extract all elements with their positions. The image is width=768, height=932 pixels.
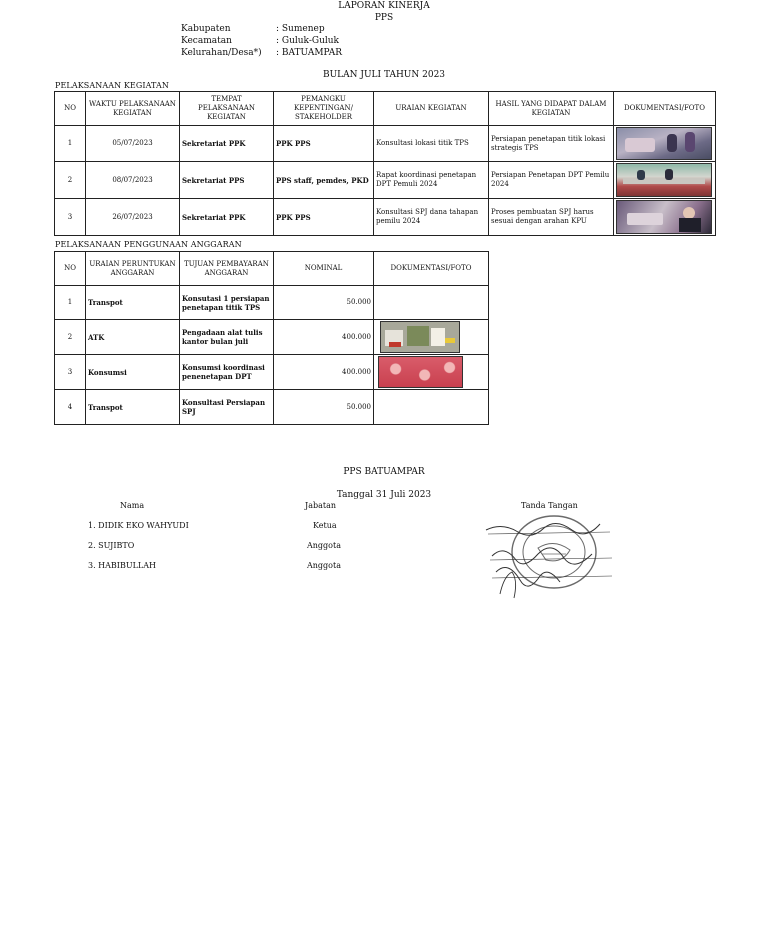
cell-hasil: Persiapan penetapan titik lokasi strategis TPS [489, 126, 614, 162]
table-row [55, 286, 489, 320]
section-title-kegiatan: PELAKSANAAN KEGIATAN [55, 81, 170, 90]
cell-waktu: 26/07/2023 [86, 199, 180, 236]
member-name: 3. HABIBULLAH [88, 561, 156, 570]
info-value-kecamatan: : Guluk-Guluk [276, 36, 340, 46]
col-jabatan: Jabatan [305, 501, 337, 510]
table-row [55, 390, 489, 425]
report-subtitle: PPS [374, 13, 394, 23]
cell-photo [374, 355, 489, 390]
report-title: LAPORAN KINERJA [338, 1, 430, 11]
cell-uraian: Konsumsi [86, 355, 180, 390]
photo-meeting-3 [616, 200, 712, 234]
signature-table [0, 500, 768, 580]
anggaran-table [54, 251, 489, 425]
cell-uraian: Rapat koordinasi penetapan DPT Pemuli 2024 [374, 162, 489, 199]
photo-atk [380, 321, 460, 353]
table-row [55, 355, 489, 390]
cell-nominal: 400.000 [274, 355, 374, 390]
col-uraian: URAIAN PERUNTUKAN ANGGARAN [86, 252, 180, 286]
cell-photo [374, 286, 489, 320]
region-info [181, 24, 441, 64]
cell-photo [614, 162, 716, 199]
cell-no: 2 [55, 162, 86, 199]
cell-nominal: 50.000 [274, 390, 374, 425]
cell-photo [614, 199, 716, 236]
col-tempat: TEMPAT PELAKSANAAN KEGIATAN [180, 92, 274, 126]
cell-tujuan: Pengadaan alat tulis kantor bulan juli [180, 320, 274, 355]
cell-tujuan: Konsultasi Persiapan SPJ [180, 390, 274, 425]
cell-uraian: Konsultasi SPJ dana tahapan pemilu 2024 [374, 199, 489, 236]
cell-photo [374, 320, 489, 355]
cell-hasil: Proses pembuatan SPJ harus sesuai dengan arahan KPU [489, 199, 614, 236]
col-stakeholder: PEMANGKU KEPENTINGAN/ STAKEHOLDER [274, 92, 374, 126]
info-label-kelurahan: Kelurahan/Desa*) [181, 48, 262, 58]
cell-uraian: Transpot [86, 286, 180, 320]
cell-no: 2 [55, 320, 86, 355]
cell-uraian: ATK [86, 320, 180, 355]
cell-hasil: Persiapan Penetapan DPT Pemilu 2024 [489, 162, 614, 199]
table-row [55, 162, 716, 199]
cell-tempat: Sekretariat PPS [180, 162, 274, 199]
cell-tempat: Sekretariat PPK [180, 199, 274, 236]
cell-uraian: Konsultasi lokasi titik TPS [374, 126, 489, 162]
cell-no: 1 [55, 286, 86, 320]
signature-org: PPS BATUAMPAR [343, 467, 425, 477]
member-role: Anggota [307, 541, 341, 550]
kegiatan-table [54, 91, 716, 236]
cell-waktu: 05/07/2023 [86, 126, 180, 162]
anggaran-header-row [55, 252, 489, 286]
col-uraian: URAIAN KEGIATAN [374, 92, 489, 126]
col-ttd: Tanda Tangan [521, 501, 578, 510]
info-value-kabupaten: : Sumenep [276, 24, 325, 34]
cell-no: 4 [55, 390, 86, 425]
info-value-kelurahan: : BATUAMPAR [276, 48, 343, 58]
section-title-anggaran: PELAKSANAAN PENGGUNAAN ANGGARAN [55, 240, 242, 249]
col-no: NO [55, 252, 86, 286]
cell-nominal: 400.000 [274, 320, 374, 355]
table-row [55, 126, 716, 162]
photo-meeting-1 [616, 127, 712, 160]
report-period: BULAN JULI TAHUN 2023 [322, 70, 446, 80]
info-label-kabupaten: Kabupaten [181, 24, 231, 34]
kegiatan-header-row [55, 92, 716, 126]
photo-konsumsi [378, 356, 463, 388]
col-nama: Nama [120, 501, 145, 510]
member-name: 1. DIDIK EKO WAHYUDI [88, 521, 189, 530]
table-row [55, 320, 489, 355]
col-no: NO [55, 92, 86, 126]
cell-tujuan: Konsumsi koordinasi penenetapan DPT [180, 355, 274, 390]
cell-no: 1 [55, 126, 86, 162]
cell-uraian: Transpot [86, 390, 180, 425]
member-role: Anggota [307, 561, 341, 570]
cell-nominal: 50.000 [274, 286, 374, 320]
cell-tujuan: Konsutasi 1 persiapan penetapan titik TPS [180, 286, 274, 320]
cell-no: 3 [55, 199, 86, 236]
member-role: Ketua [313, 521, 337, 530]
cell-photo [374, 390, 489, 425]
cell-stakeholder: PPK PPS [274, 199, 374, 236]
cell-photo [614, 126, 716, 162]
info-label-kecamatan: Kecamatan [181, 36, 232, 46]
col-nominal: NOMINAL [274, 252, 374, 286]
member-name: 2. SUJIBTO [88, 541, 135, 550]
signature-date: Tanggal 31 Juli 2023 [336, 490, 432, 500]
col-dokumentasi: DOKUMENTASI/FOTO [374, 252, 489, 286]
photo-meeting-2 [616, 163, 712, 197]
cell-waktu: 08/07/2023 [86, 162, 180, 199]
cell-tempat: Sekretariat PPK [180, 126, 274, 162]
col-waktu: WAKTU PELAKSANAAN KEGIATAN [86, 92, 180, 126]
cell-no: 3 [55, 355, 86, 390]
col-hasil: HASIL YANG DIDAPAT DALAM KEGIATAN [489, 92, 614, 126]
table-row [55, 199, 716, 236]
stamp-and-signatures [482, 510, 617, 602]
col-tujuan: TUJUAN PEMBAYARAN ANGGARAN [180, 252, 274, 286]
cell-stakeholder: PPK PPS [274, 126, 374, 162]
col-dokumentasi: DOKUMENTASI/FOTO [614, 92, 716, 126]
cell-stakeholder: PPS staff, pemdes, PKD [274, 162, 374, 199]
